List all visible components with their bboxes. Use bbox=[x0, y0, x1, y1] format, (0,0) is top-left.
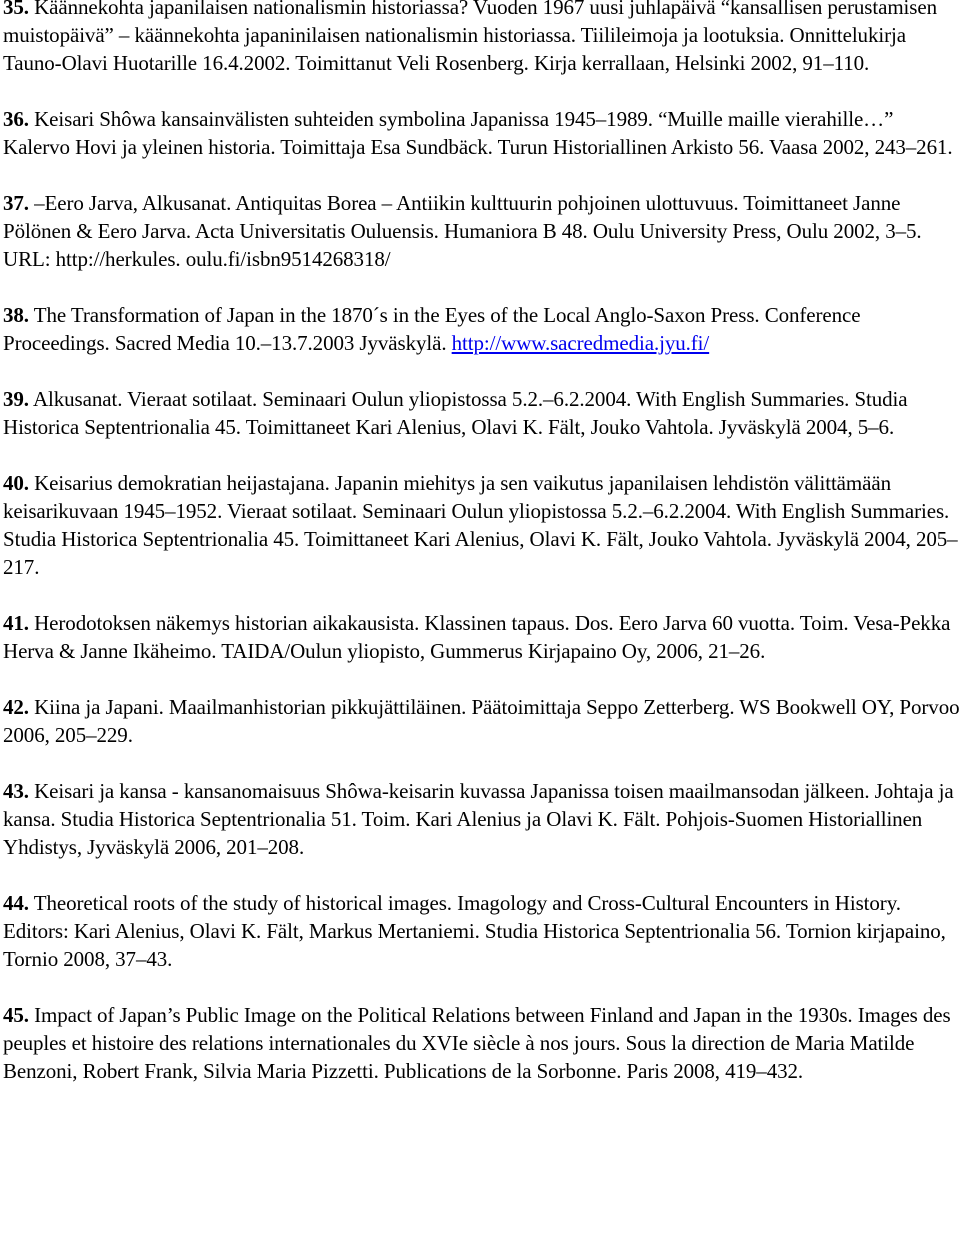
publication-entry bbox=[3, 301, 960, 357]
entry-text: Alkusanat. Vieraat sotilaat. Seminaari Oulun yliopistossa 5.2.–6.2.2004. With English Summaries. Studia Historica Septentrionalia 45. Toimittaneet Kari Alenius, Olavi K. Fält, Jouko Vahtola. Jyväskylä 2004, 5–6. bbox=[3, 387, 908, 439]
entry-text: –Eero Jarva, Alkusanat. Antiquitas Borea – Antiikin kulttuurin pohjoinen ulottuvuus. Toimittaneet Janne Pölönen & Eero Jarva. Acta Universitatis Ouluensis. Humaniora B 48. Oulu University Press, Oulu 2002, 3–5. URL: http://herkules. oulu.fi/isbn9514268318/ bbox=[3, 191, 922, 271]
entry-number: 38. bbox=[3, 303, 29, 327]
publication-entry bbox=[3, 0, 960, 77]
entry-text: Keisari ja kansa - kansanomaisuus Shôwa-keisarin kuvassa Japanissa toisen maailmansodan jälkeen. Johtaja ja kansa. Studia Historica Septentrionalia 51. Toim. Kari Alenius ja Olavi K. Fält. Pohjois-Suomen Historiallinen Yhdistys, Jyväskylä 2006, 201–208. bbox=[3, 779, 954, 859]
entry-number: 35. bbox=[3, 0, 29, 19]
entry-text: Keisari Shôwa kansainvälisten suhteiden symbolina Japanissa 1945–1989. “Muille maille vierahille…” Kalervo Hovi ja yleinen historia. Toimittaja Esa Sundbäck. Turun Historiallinen Arkisto 56. Vaasa 2002, 243–261. bbox=[3, 107, 953, 159]
entry-number: 37. bbox=[3, 191, 29, 215]
entry-text: Impact of Japan’s Public Image on the Political Relations between Finland and Japan in the 1930s. Images des peuples et histoire des relations internationales du XVIe siècle à nos jours. Sous la direction de Maria Matilde Benzoni, Robert Frank, Silvia Maria Pizzetti. Publications de la Sorbonne. Paris 2008, 419–432. bbox=[3, 1003, 951, 1083]
publication-entry bbox=[3, 385, 960, 441]
entry-number: 43. bbox=[3, 779, 29, 803]
entry-text: Keisarius demokratian heijastajana. Japanin miehitys ja sen vaikutus japanilaisen lehdistön välittämään keisarikuvaan 1945–1952. Vieraat sotilaat. Seminaari Oulun yliopistossa 5.2.–6.2.2004. With English Summaries. Studia Historica Septentrionalia 45. Toimittaneet Kari Alenius, Olavi K. Fält, Jouko Vahtola. Jyväskylä 2004, 205–217. bbox=[3, 471, 958, 579]
publication-entry bbox=[3, 105, 960, 161]
entry-text: Herodotoksen näkemys historian aikakausista. Klassinen tapaus. Dos. Eero Jarva 60 vuotta. Toim. Vesa-Pekka Herva & Janne Ikäheimo. TAIDA/Oulun yliopisto, Gummerus Kirjapaino Oy, 2006, 21–26. bbox=[3, 611, 951, 663]
publication-entry bbox=[3, 189, 960, 273]
publication-entry bbox=[3, 889, 960, 973]
entry-number: 45. bbox=[3, 1003, 29, 1027]
publication-entry bbox=[3, 693, 960, 749]
entry-number: 40. bbox=[3, 471, 29, 495]
entry-number: 36. bbox=[3, 107, 29, 131]
entry-text: Käännekohta japanilaisen nationalismin historiassa? Vuoden 1967 uusi juhlapäivä “kansallisen perustamisen muistopäivä” – käännekohta japaninilaisen nationalismin historiassa. Tiilileimoja ja lootuksia. Onnittelukirja Tauno-Olavi Huotarille 16.4.2002. Toimittanut Veli Rosenberg. Kirja kerrallaan, Helsinki 2002, 91–110. bbox=[3, 0, 937, 75]
publication-entry bbox=[3, 469, 960, 581]
entry-number: 41. bbox=[3, 611, 29, 635]
entry-number: 44. bbox=[3, 891, 29, 915]
sacredmedia-link[interactable]: http://www.sacredmedia.jyu.fi/ bbox=[451, 331, 710, 355]
publication-entry bbox=[3, 777, 960, 861]
entry-number: 39. bbox=[3, 387, 29, 411]
entry-text: The Transformation of Japan in the 1870´s in the Eyes of the Local Anglo-Saxon Press. Conference Proceedings. Sacred Media 10.–13.7.2003 Jyväskylä. bbox=[3, 303, 861, 355]
entry-text: Theoretical roots of the study of historical images. Imagology and Cross-Cultural Encounters in History. Editors: Kari Alenius, Olavi K. Fält, Markus Mertaniemi. Studia Historica Septentrionalia 56. Tornion kirjapaino, Tornio 2008, 37–43. bbox=[3, 891, 946, 971]
entry-text: Kiina ja Japani. Maailmanhistorian pikkujättiläinen. Päätoimittaja Seppo Zetterberg. WS Bookwell OY, Porvoo 2006, 205–229. bbox=[3, 695, 960, 747]
entry-number: 42. bbox=[3, 695, 29, 719]
publication-entry bbox=[3, 1001, 960, 1085]
publication-entry bbox=[3, 609, 960, 665]
